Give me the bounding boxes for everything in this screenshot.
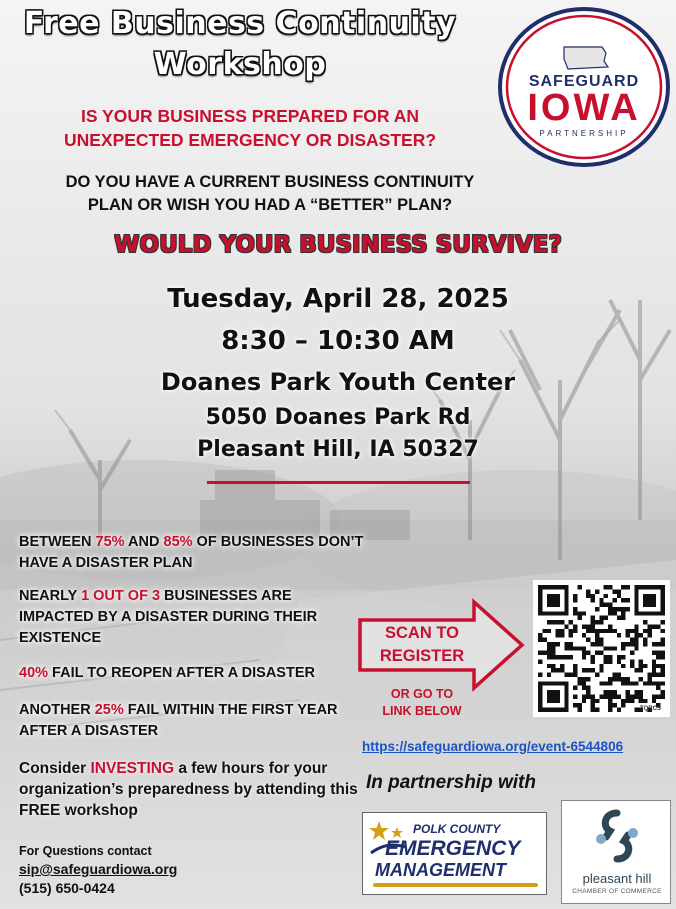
plan-question-line1: DO YOU HAVE A CURRENT BUSINESS CONTINUITY <box>65 173 475 191</box>
polk-county-ema-logo <box>362 812 547 895</box>
prepared-question-line1: IS YOUR BUSINESS PREPARED FOR AN <box>80 106 420 126</box>
go-to-link-line1: OR GO TO <box>390 687 454 701</box>
workshop-title-line1: Free Business Continuity <box>23 6 457 41</box>
contact-phone: (515) 650-0424 <box>19 880 115 896</box>
polk-county-text: POLK COUNTY <box>413 822 501 836</box>
event-time: 8:30 – 10:30 AM <box>221 326 455 356</box>
polk-emergency-text: EMERGENCY <box>385 837 521 860</box>
stat-disaster-plan: BETWEEN 75% AND 85% OF BUSINESSES DON’T HAVE A DISASTER PLAN <box>19 534 364 571</box>
event-registration-link[interactable]: https://safeguardiowa.org/event-6544806 <box>362 739 624 754</box>
survive-headline: WOULD YOUR BUSINESS SURVIVE? <box>114 232 562 258</box>
consider-investing-text: Consider INVESTING a few hours for your organization’s preparedness by attending this FREE workshop <box>19 760 358 819</box>
stat-impacted: NEARLY 1 OUT OF 3 BUSINESSES ARE IMPACTED BY A DISASTER DURING THEIR EXISTENCE <box>19 588 318 646</box>
prepared-question-line2: UNEXPECTED EMERGENCY OR DISASTER? <box>63 130 437 150</box>
logo-partnership-text: PARTNERSHIP <box>539 129 629 138</box>
contact-email-link[interactable]: sip@safeguardiowa.org <box>19 861 178 877</box>
workshop-title-line2: Workshop <box>153 47 327 82</box>
safeguard-iowa-logo <box>498 7 670 167</box>
event-address-line2: Pleasant Hill, IA 50327 <box>197 437 479 462</box>
contact-label: For Questions contact <box>19 844 152 858</box>
qr-code-icon <box>538 585 665 712</box>
stat-fail-first-year: ANOTHER 25% FAIL WITHIN THE FIRST YEAR AFTER A DISASTER <box>19 702 338 739</box>
event-address-line1: 5050 Doanes Park Rd <box>205 405 471 430</box>
pleasant-hill-name: pleasant hill <box>582 871 652 886</box>
chamber-subtitle: CHAMBER OF COMMERCE <box>572 888 662 895</box>
partnership-heading: In partnership with <box>366 772 536 793</box>
registration-qr-code[interactable] <box>533 580 670 717</box>
section-divider <box>207 481 470 484</box>
polk-swoosh <box>373 883 538 887</box>
scan-to-register-line1: SCAN TO <box>385 624 459 642</box>
go-to-link-line2: LINK BELOW <box>382 704 462 718</box>
logo-safeguard-text: SAFEGUARD <box>528 73 640 90</box>
event-venue: Doanes Park Youth Center <box>160 368 516 396</box>
polk-management-text: MANAGEMENT <box>375 860 506 880</box>
plan-question-line2: PLAN OR WISH YOU HAD A “BETTER” PLAN? <box>87 196 453 214</box>
pleasant-hill-chamber-logo <box>561 800 671 904</box>
event-date: Tuesday, April 28, 2025 <box>167 284 509 314</box>
scan-to-register-line2: REGISTER <box>379 647 465 665</box>
qr-caption: TQRCS <box>640 706 661 712</box>
logo-iowa-text: IOWA <box>527 87 641 129</box>
stat-fail-reopen: 40% FAIL TO REOPEN AFTER A DISASTER <box>19 665 315 681</box>
chamber-emblem-icon <box>592 809 642 863</box>
